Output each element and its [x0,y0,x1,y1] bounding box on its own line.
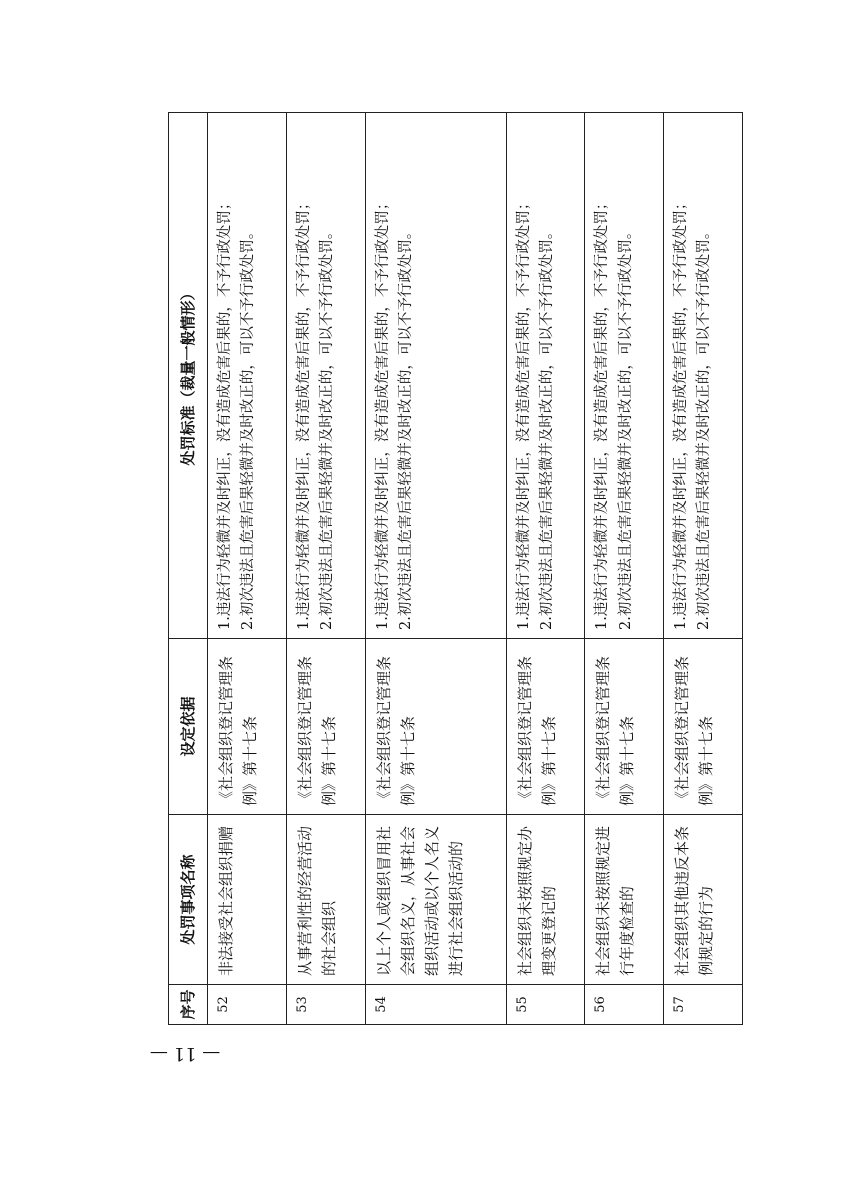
row-no: 52 [208,985,287,1025]
penalty-table [168,112,743,1025]
header-no: 序号 [169,985,208,1025]
row-no: 54 [365,985,506,1025]
standard-line-2: 2.初次违法且危害后果轻微并及时改正的，可以不予行政处罚。 [617,224,634,630]
row-standard [506,113,585,639]
row-standard [585,113,664,639]
standard-line-1: 1.违法行为轻微并及时纠正，没有造成危害后果的，不予行政处罚； [673,195,690,630]
row-item: 从事营利性的经营活动的社会组织 [286,815,365,985]
table-row [286,113,365,1025]
row-no: 53 [286,985,365,1025]
table-row [585,113,664,1025]
table-header-row [169,113,208,1025]
table-row [664,113,743,1025]
row-basis: 《社会组织登记管理条例》第十七条 [208,639,287,815]
header-item: 处罚事项名称 [169,815,208,985]
penalty-table-frame [168,113,743,1025]
row-standard [208,113,287,639]
standard-line-2: 2.初次违法且危害后果轻微并及时改正的，可以不予行政处罚。 [397,224,414,630]
standard-line-2: 2.初次违法且危害后果轻微并及时改正的，可以不予行政处罚。 [696,224,713,630]
standard-line-1: 1.违法行为轻微并及时纠正，没有造成危害后果的，不予行政处罚； [295,195,312,630]
table-row [506,113,585,1025]
row-standard [664,113,743,639]
standard-line-1: 1.违法行为轻微并及时纠正，没有造成危害后果的，不予行政处罚； [374,195,391,630]
standard-line-1: 1.违法行为轻微并及时纠正，没有造成危害后果的，不予行政处罚； [594,195,611,630]
page-number: — 11 — [149,1043,221,1064]
row-no: 56 [585,985,664,1025]
standard-line-2: 2.初次违法且危害后果轻微并及时改正的，可以不予行政处罚。 [319,224,336,630]
row-no: 57 [664,985,743,1025]
row-item: 社会组织未按照规定进行年度检查的 [585,815,664,985]
row-standard [286,113,365,639]
standard-line-1: 1.违法行为轻微并及时纠正，没有造成危害后果的，不予行政处罚； [515,195,532,630]
row-basis: 《社会组织登记管理条例》第十七条 [585,639,664,815]
table-row [208,113,287,1025]
standard-line-1: 1.违法行为轻微并及时纠正，没有造成危害后果的，不予行政处罚； [217,195,233,630]
row-basis: 《社会组织登记管理条例》第十七条 [664,639,743,815]
table-row [365,113,506,1025]
header-standard: 处罚标准（裁量一般情形） [169,113,208,639]
row-basis: 《社会组织登记管理条例》第十七条 [365,639,506,815]
header-basis: 设定依据 [169,639,208,815]
row-basis: 《社会组织登记管理条例》第十七条 [506,639,585,815]
row-item: 社会组织未按照规定办理变更登记的 [506,815,585,985]
row-item: 非法接受社会组织捐赠 [208,815,287,985]
row-standard [365,113,506,639]
standard-line-2: 2.初次违法且危害后果轻微并及时改正的，可以不予行政处罚。 [240,224,257,630]
row-no: 55 [506,985,585,1025]
row-basis: 《社会组织登记管理条例》第十七条 [286,639,365,815]
standard-line-2: 2.初次违法且危害后果轻微并及时改正的，可以不予行政处罚。 [538,224,555,630]
row-item: 以上个人或组织冒用社会组织名义，从事社会组织活动或以个人名义进行社会组织活动的 [365,815,506,985]
row-item: 社会组织其他违反本条例规定的行为 [664,815,743,985]
